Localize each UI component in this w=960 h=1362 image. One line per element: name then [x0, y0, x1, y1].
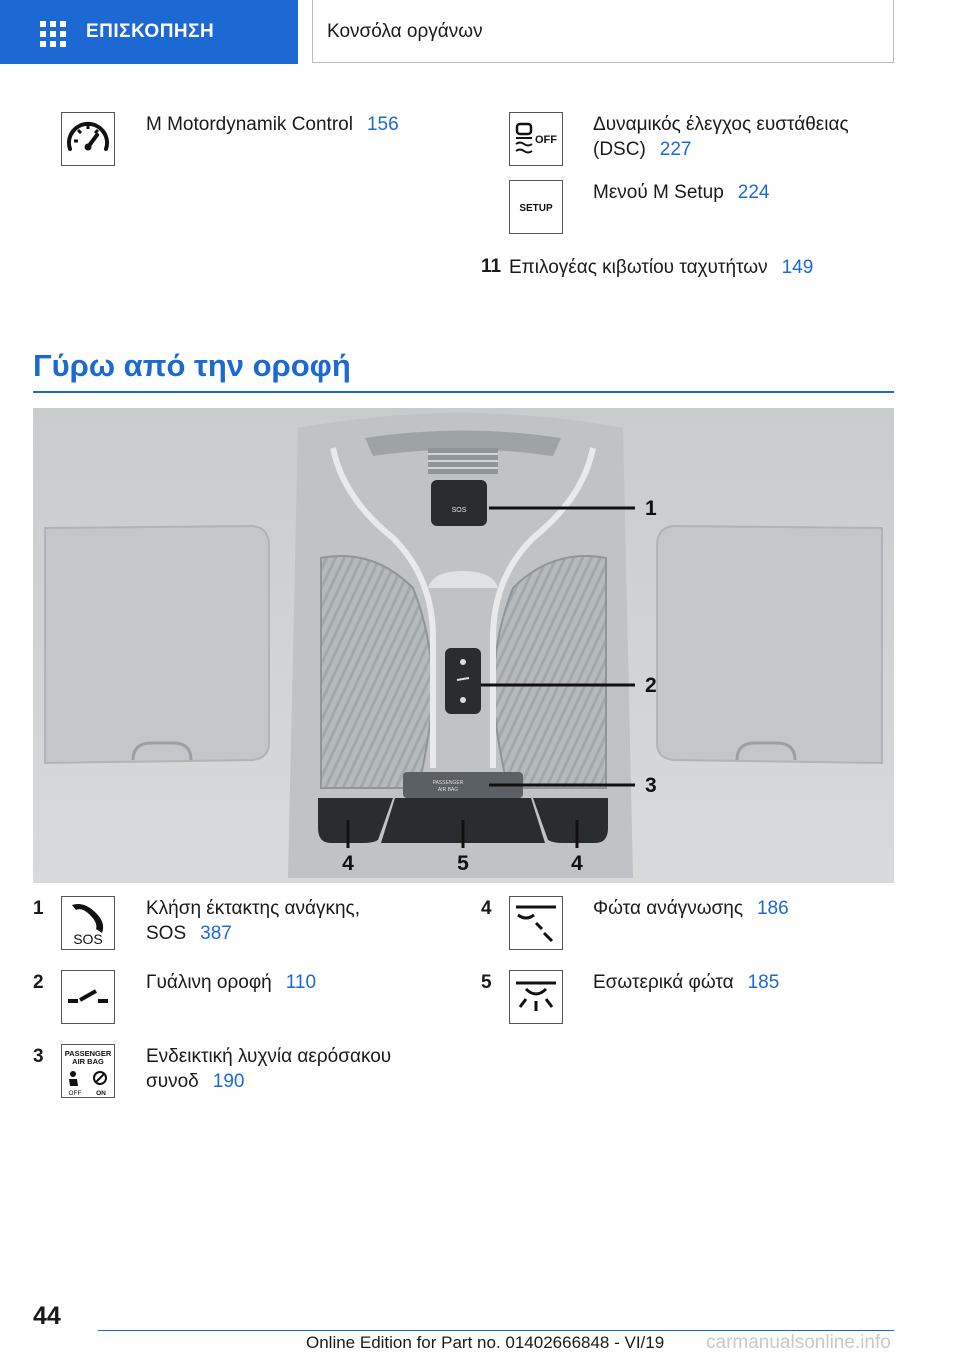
page-link[interactable]: 190 — [212, 1071, 245, 1092]
entry-label-line1: Ενδεικτική λυχνία αερόσακου — [146, 1046, 392, 1067]
legend-number-5: 5 — [481, 972, 492, 993]
overview-tab-label: ΕΠΙΣΚΟΠΗΣΗ — [86, 21, 215, 42]
airbag-icon-text-2: AIR BAG — [72, 1057, 104, 1066]
airbag-icon-text-1: PASSENGER — [64, 1049, 112, 1058]
airbag-panel-text-2: AIR BAG — [437, 787, 459, 793]
dsc-off-text: OFF — [535, 134, 557, 146]
setup-icon-text: SETUP — [519, 203, 553, 214]
item-11-number: 11 — [481, 256, 502, 277]
page-number: 44 — [33, 1302, 61, 1330]
setup-icon — [509, 180, 563, 234]
entry-label-line1: Δυναμικός έλεγχος ευστάθειας — [593, 114, 849, 135]
entry-label-line1: Κλήση έκτακτης ανάγκης, — [146, 898, 360, 919]
overview-tab[interactable] — [0, 0, 298, 64]
entry-label: Επιλογέας κιβωτίου ταχυτήτων — [509, 257, 768, 278]
page-link[interactable]: 110 — [285, 972, 317, 993]
callout-3: 3 — [645, 774, 657, 797]
glass-roof-icon — [61, 970, 115, 1024]
page-link[interactable]: 156 — [366, 114, 399, 135]
page-link[interactable]: 185 — [747, 972, 780, 993]
legend-number-4: 4 — [481, 898, 492, 919]
entry-m-motordynamik — [146, 112, 399, 137]
watermark: carmanualsonline.info — [706, 1332, 891, 1353]
sos-call-icon — [61, 896, 115, 950]
legend-number-1: 1 — [33, 898, 44, 919]
page-link[interactable]: 227 — [659, 139, 692, 160]
legend-entry-glass-roof — [146, 970, 316, 995]
section-heading: Γύρω από την οροφή — [33, 348, 351, 383]
sos-button-text: SOS — [451, 507, 467, 514]
passenger-airbag-icon — [61, 1044, 115, 1098]
entry-label: Εσωτερικά φώτα — [593, 972, 734, 993]
section-tab-label: Κονσόλα οργάνων — [327, 21, 483, 42]
callout-1: 1 — [645, 497, 657, 520]
roof-console-illustration — [33, 408, 894, 883]
section-tab[interactable] — [312, 0, 894, 63]
entry-dsc — [593, 112, 893, 162]
entry-label-line2: SOS — [146, 923, 187, 944]
edition-info: Online Edition for Part no. 01402666848 - VI/19 — [306, 1333, 665, 1352]
entry-m-setup — [593, 180, 770, 205]
grid-menu-icon — [40, 21, 66, 47]
reading-light-icon — [509, 896, 563, 950]
page-link[interactable]: 149 — [781, 257, 814, 278]
heading-divider — [33, 391, 894, 393]
legend-number-2: 2 — [33, 972, 44, 993]
legend-entry-airbag — [146, 1044, 391, 1094]
airbag-icon-off: OFF — [68, 1090, 82, 1097]
entry-label-line2: (DSC) — [593, 139, 646, 160]
airbag-panel-text-1: PASSENGER — [432, 780, 464, 786]
entry-label: Γυάλινη οροφή — [146, 972, 272, 993]
speedometer-icon — [61, 112, 115, 166]
callout-4-right: 4 — [571, 852, 583, 875]
legend-number-3: 3 — [33, 1046, 44, 1067]
legend-entry-sos — [146, 896, 360, 946]
page-link[interactable]: 186 — [756, 898, 789, 919]
entry-label-line2: συνοδ — [146, 1071, 199, 1092]
top-navigation — [0, 0, 960, 66]
entry-gear-selector — [509, 255, 813, 280]
footer-divider — [98, 1330, 894, 1331]
legend-entry-reading-light — [593, 896, 789, 921]
page-link[interactable]: 387 — [200, 923, 232, 944]
callout-4-left: 4 — [342, 852, 354, 875]
entry-label: Μενού M Setup — [593, 182, 724, 203]
entry-label: Φώτα ανάγνωσης — [593, 898, 743, 919]
callout-5: 5 — [457, 852, 469, 875]
airbag-icon-on: ON — [96, 1090, 106, 1097]
callout-2: 2 — [645, 674, 657, 697]
legend-entry-interior-light — [593, 970, 779, 995]
sos-icon-text: SOS — [73, 931, 103, 947]
dsc-off-icon — [509, 112, 563, 166]
page-link[interactable]: 224 — [737, 182, 770, 203]
interior-light-icon — [509, 970, 563, 1024]
entry-label: M Motordynamik Control — [146, 114, 353, 135]
